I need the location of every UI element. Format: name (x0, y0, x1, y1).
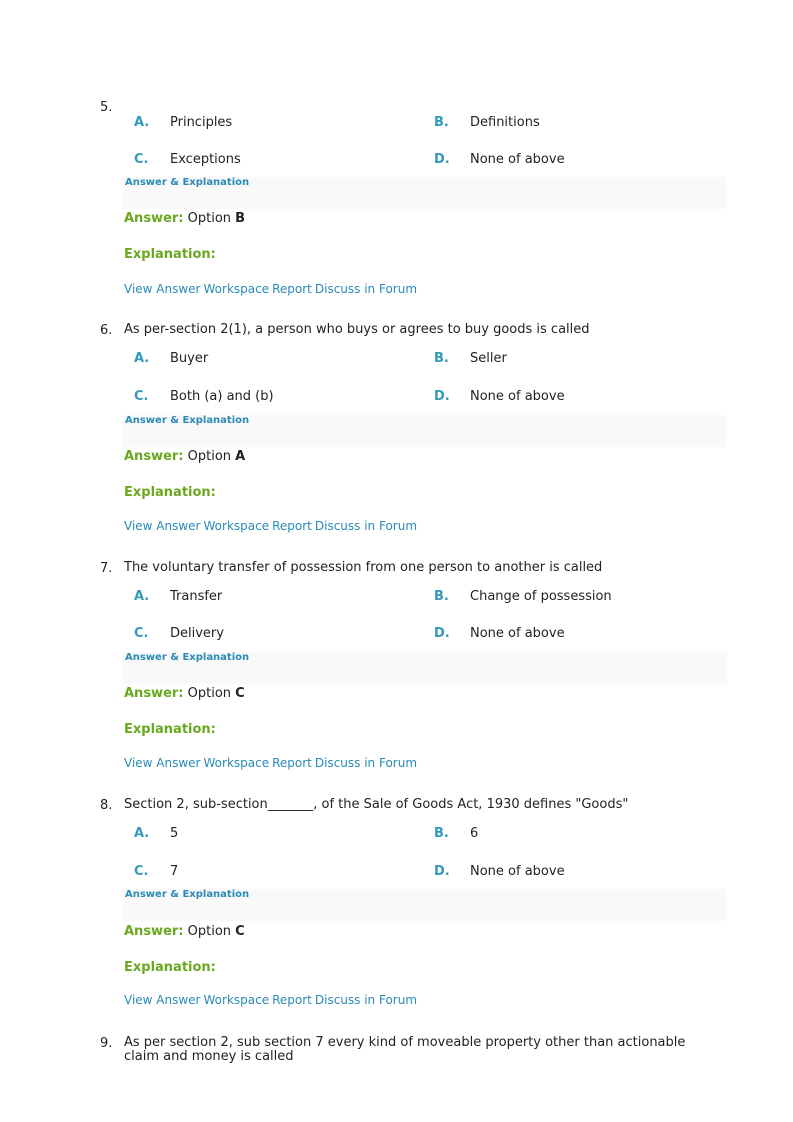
answer-explanation-label: Answer & Explanation (125, 889, 250, 900)
option-letter: C. (134, 152, 149, 167)
option-text: Both (a) and (b) (170, 389, 274, 404)
option-letter: A. (134, 351, 150, 366)
answer-explanation-toggle[interactable] (122, 889, 727, 921)
question-number: 9. (100, 1036, 113, 1051)
option-letter: D. (434, 864, 450, 879)
option-text: 7 (170, 864, 179, 879)
question-number: 6. (100, 323, 113, 338)
view-answer-link[interactable]: View Answer (124, 993, 201, 1007)
option-letter: C. (134, 389, 149, 404)
answer-line (124, 686, 245, 701)
option-text: Definitions (470, 115, 540, 130)
question-number: 5. (100, 100, 113, 115)
report-link[interactable]: Report (272, 282, 312, 296)
workspace-link[interactable]: Workspace (203, 282, 270, 296)
answer-letter: C (235, 686, 245, 701)
answer-explanation-toggle[interactable] (122, 652, 727, 684)
answer-letter: C (235, 924, 245, 939)
option-text: None of above (470, 864, 565, 879)
explanation-label: Explanation: (124, 722, 216, 737)
action-links (124, 756, 420, 770)
question-text: As per-section 2(1), a person who buys or agrees to buy goods is called (124, 322, 590, 337)
option-text: None of above (470, 152, 565, 167)
option-letter: C. (134, 626, 149, 641)
answer-letter: B (235, 211, 246, 226)
option-letter: A. (134, 589, 150, 604)
action-links (124, 519, 420, 533)
workspace-link[interactable]: Workspace (203, 756, 270, 770)
option-letter: D. (434, 389, 450, 404)
option-text: 6 (470, 826, 479, 841)
explanation-label: Explanation: (124, 485, 216, 500)
option-text: Exceptions (170, 152, 241, 167)
view-answer-link[interactable]: View Answer (124, 756, 201, 770)
answer-explanation-label: Answer & Explanation (125, 652, 250, 663)
answer-label: Answer: (124, 211, 184, 226)
question-number: 8. (100, 798, 113, 813)
option-letter: C. (134, 864, 149, 879)
option-text: None of above (470, 389, 565, 404)
answer-explanation-toggle[interactable] (122, 415, 727, 447)
report-link[interactable]: Report (272, 756, 312, 770)
answer-explanation-label: Answer & Explanation (125, 415, 250, 426)
option-text: Buyer (170, 351, 209, 366)
answer-letter: A (235, 449, 246, 464)
view-answer-link[interactable]: View Answer (124, 519, 201, 533)
option-letter: B. (434, 115, 449, 130)
answer-line (124, 449, 245, 464)
answer-line (124, 211, 245, 226)
answer-label: Answer: (124, 449, 184, 464)
answer-label: Answer: (124, 924, 184, 939)
option-letter: D. (434, 626, 450, 641)
option-text: None of above (470, 626, 565, 641)
option-text: Delivery (170, 626, 224, 641)
view-answer-link[interactable]: View Answer (124, 282, 201, 296)
answer-label: Answer: (124, 686, 184, 701)
workspace-link[interactable]: Workspace (203, 993, 270, 1007)
option-letter: A. (134, 826, 150, 841)
report-link[interactable]: Report (272, 993, 312, 1007)
discuss-in-forum-link[interactable]: Discuss in Forum (314, 756, 418, 770)
answer-explanation-label: Answer & Explanation (125, 177, 250, 188)
answer-prefix: Option (187, 686, 232, 701)
option-text: Transfer (170, 589, 223, 604)
question-number: 7. (100, 561, 113, 576)
discuss-in-forum-link[interactable]: Discuss in Forum (314, 282, 418, 296)
answer-prefix: Option (187, 449, 232, 464)
option-letter: D. (434, 152, 450, 167)
answer-prefix: Option (187, 924, 232, 939)
question-text: The voluntary transfer of possession from one person to another is called (124, 560, 603, 575)
option-letter: A. (134, 115, 150, 130)
option-text: Change of possession (470, 589, 612, 604)
option-text: Seller (470, 351, 507, 366)
question-text: As per section 2, sub section 7 every kind of moveable property other than actionable claim and money is called (124, 1035, 686, 1064)
answer-prefix: Option (187, 211, 232, 226)
discuss-in-forum-link[interactable]: Discuss in Forum (314, 519, 418, 533)
option-text: Principles (170, 115, 233, 130)
explanation-label: Explanation: (124, 247, 216, 262)
answer-explanation-toggle[interactable] (122, 177, 727, 209)
option-letter: B. (434, 826, 449, 841)
option-text: 5 (170, 826, 179, 841)
action-links (124, 993, 420, 1007)
report-link[interactable]: Report (272, 519, 312, 533)
option-letter: B. (434, 589, 449, 604)
explanation-label: Explanation: (124, 960, 216, 975)
question-text: Section 2, sub-section_______, of the Sale of Goods Act, 1930 defines "Goods" (124, 797, 629, 812)
discuss-in-forum-link[interactable]: Discuss in Forum (314, 993, 418, 1007)
workspace-link[interactable]: Workspace (203, 519, 270, 533)
action-links (124, 282, 420, 296)
option-letter: B. (434, 351, 449, 366)
answer-line (124, 924, 245, 939)
